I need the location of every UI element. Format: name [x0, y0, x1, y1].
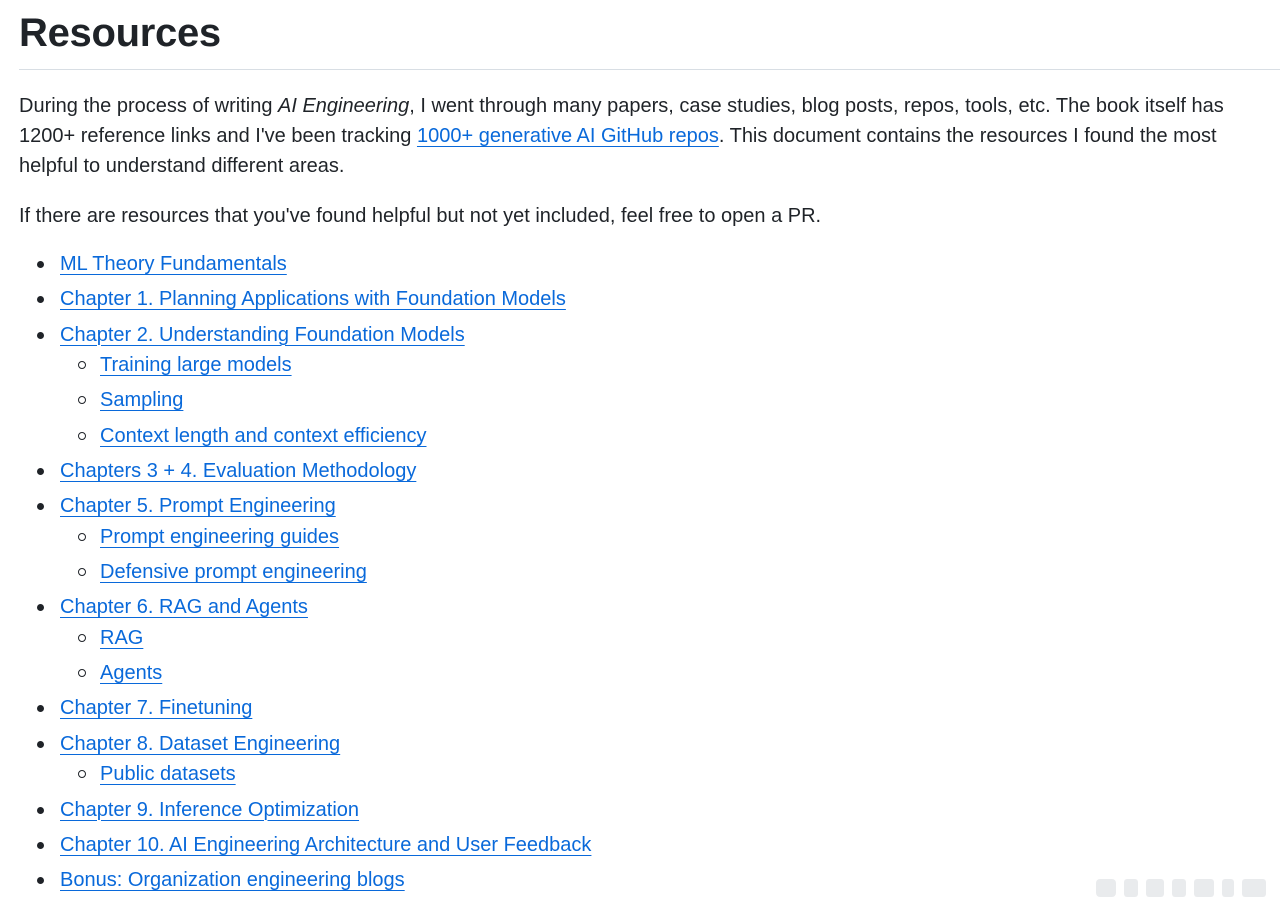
toc-link-training-large-models[interactable]: Training large models: [100, 354, 292, 377]
intro-text-2: , I went through many papers, case studies, blog posts, repos, tools, etc. The book itself has 1200+ reference links and I've been tracking: [19, 95, 1224, 147]
intro-text-1: During the process of writing: [19, 95, 279, 117]
toc-sublist-chapter-8: [60, 759, 1280, 789]
toc-item: [19, 456, 1280, 486]
toc-link-chapter-9[interactable]: Chapter 9. Inference Optimization: [60, 798, 360, 821]
toc-item: [19, 284, 1280, 314]
toc-link-chapter-10[interactable]: Chapter 10. AI Engineering Architecture and User Feedback: [60, 833, 592, 856]
toc-subitem: [60, 759, 1280, 789]
toc-link-chapter-6[interactable]: Chapter 6. RAG and Agents: [60, 596, 308, 619]
toc-subitem: [60, 350, 1280, 380]
toc-subitem: [60, 385, 1280, 415]
toc-link-public-datasets[interactable]: Public datasets: [100, 763, 236, 786]
book-title: AI Engineering: [278, 95, 410, 117]
toc-subitem: [60, 557, 1280, 587]
toc-sublist-chapter-6: [60, 623, 1280, 688]
toc-sublist-chapter-5: [60, 522, 1280, 587]
toc-link-defensive-prompt-engineering[interactable]: Defensive prompt engineering: [100, 561, 367, 584]
intro-text-3: . This document contains the resources I found the most helpful to understand different areas.: [19, 125, 1217, 177]
toc-item: [19, 795, 1280, 825]
toc-subitem: [60, 658, 1280, 688]
toc-link-rag[interactable]: RAG: [100, 626, 144, 649]
page-title: Resources: [19, 0, 1280, 70]
github-repos-link[interactable]: 1000+ generative AI GitHub repos: [416, 125, 719, 147]
toc-link-ml-theory[interactable]: ML Theory Fundamentals: [60, 253, 287, 275]
toc-link-chapter-5[interactable]: Chapter 5. Prompt Engineering: [60, 495, 336, 518]
toc-item: [19, 320, 1280, 451]
toc-item: [19, 592, 1280, 688]
toc-item: [19, 729, 1280, 790]
toc-sublist-chapter-2: [60, 350, 1280, 451]
toc-item: [19, 830, 1280, 860]
toc-link-chapter-1[interactable]: Chapter 1. Planning Applications with Foundation Models: [60, 288, 566, 311]
toc-link-chapter-7[interactable]: Chapter 7. Finetuning: [60, 697, 253, 720]
toc-subitem: [60, 522, 1280, 552]
toc-link-agents[interactable]: Agents: [100, 662, 163, 685]
toc-link-sampling[interactable]: Sampling: [100, 389, 184, 412]
toc-link-context-length[interactable]: Context length and context efficiency: [100, 424, 427, 447]
toc-item: [19, 693, 1280, 723]
watermark-mark: [1092, 873, 1272, 903]
toc-link-prompt-engineering-guides[interactable]: Prompt engineering guides: [100, 525, 340, 548]
toc-item: [19, 865, 1280, 895]
contribution-note: If there are resources that you've found helpful but not yet included, feel free to open a PR.: [19, 205, 822, 227]
toc-link-chapter-2[interactable]: Chapter 2. Understanding Foundation Models: [60, 323, 465, 346]
toc-link-chapters-3-4[interactable]: Chapters 3 + 4. Evaluation Methodology: [60, 459, 417, 482]
document-body: [19, 0, 1280, 895]
intro-paragraph: [19, 91, 1269, 181]
table-of-contents: [19, 249, 1280, 895]
toc-link-bonus-blogs[interactable]: Bonus: Organization engineering blogs: [60, 869, 405, 892]
toc-link-chapter-8[interactable]: Chapter 8. Dataset Engineering: [60, 732, 341, 755]
toc-item: [19, 491, 1280, 587]
toc-subitem: [60, 623, 1280, 653]
toc-subitem: [60, 421, 1280, 451]
toc-item: [19, 249, 1280, 279]
